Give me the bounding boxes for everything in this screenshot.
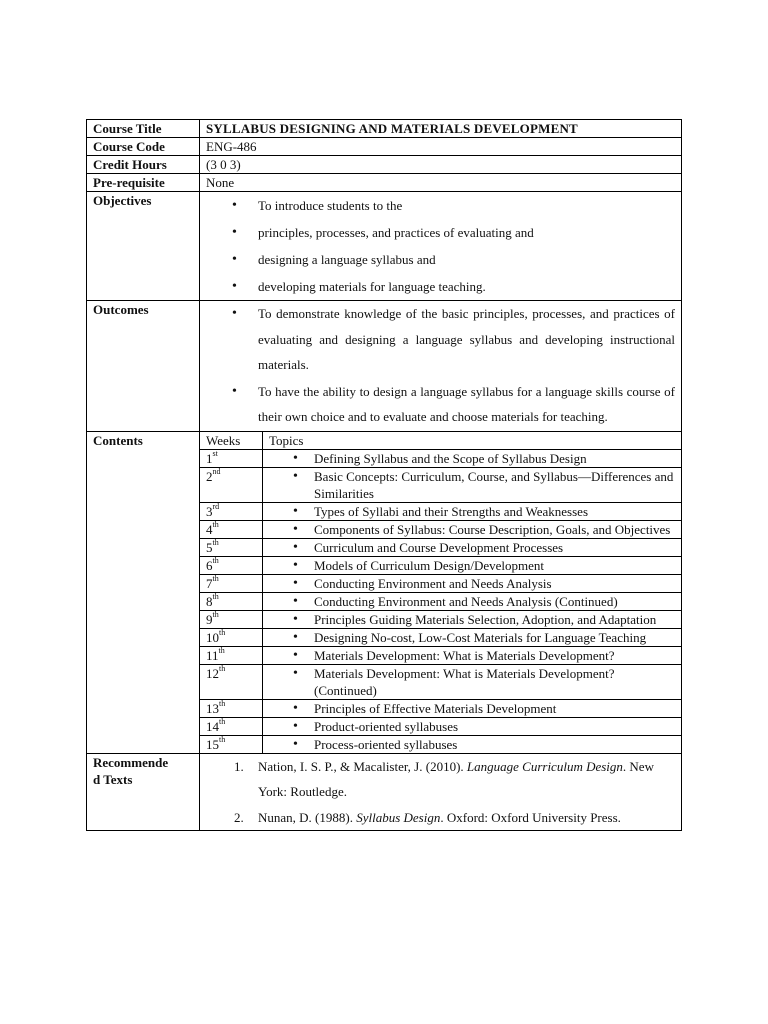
week-topic-cell bbox=[263, 628, 682, 646]
week-topic-item bbox=[269, 718, 675, 735]
course-code-row bbox=[87, 138, 682, 156]
week-number bbox=[200, 664, 263, 699]
week-topic: Materials Development: What is Materials Development? (Continued) bbox=[314, 665, 615, 698]
prerequisite-value: None bbox=[200, 174, 682, 192]
credit-hours-label: Credit Hours bbox=[87, 156, 200, 174]
week-ordinal-suffix: st bbox=[212, 448, 218, 458]
week-ordinal-suffix: th bbox=[212, 537, 219, 547]
recommended-texts-cell bbox=[200, 753, 682, 831]
credit-hours-row bbox=[87, 156, 682, 174]
objective-item: • developing materials for language teaching. bbox=[228, 273, 675, 300]
week-topic: Components of Syllabus: Course Description, Goals, and Objectives bbox=[314, 521, 671, 537]
reference-item bbox=[206, 754, 675, 805]
week-row bbox=[200, 646, 681, 664]
week-row bbox=[200, 520, 681, 538]
objectives-label: Objectives bbox=[87, 192, 200, 301]
week-topic-item bbox=[269, 593, 675, 610]
week-number bbox=[200, 574, 263, 592]
week-topic-cell bbox=[263, 699, 682, 717]
week-topic-item bbox=[269, 611, 675, 628]
week-number-value: 4 bbox=[206, 521, 213, 537]
week-ordinal-suffix: th bbox=[212, 591, 219, 601]
week-row bbox=[200, 449, 681, 467]
week-row bbox=[200, 717, 681, 735]
outcomes-cell bbox=[200, 301, 682, 432]
outcomes-row bbox=[87, 301, 682, 432]
bullet-icon: • bbox=[293, 450, 298, 466]
week-ordinal-suffix: rd bbox=[212, 501, 220, 511]
week-number bbox=[200, 610, 263, 628]
syllabus-document bbox=[86, 119, 682, 831]
week-topic: Models of Curriculum Design/Development bbox=[314, 557, 544, 573]
weeks-table bbox=[200, 432, 681, 753]
week-number-value: 2 bbox=[206, 468, 213, 484]
week-topic-cell bbox=[263, 717, 682, 735]
week-topic-cell bbox=[263, 574, 682, 592]
bullet-icon: • bbox=[293, 539, 298, 555]
week-number bbox=[200, 735, 263, 753]
week-number-value: 7 bbox=[206, 575, 213, 591]
week-number bbox=[200, 592, 263, 610]
week-row bbox=[200, 467, 681, 502]
week-ordinal-suffix: th bbox=[219, 734, 226, 744]
week-ordinal-suffix: nd bbox=[212, 466, 221, 476]
week-topic: Defining Syllabus and the Scope of Syllabus Design bbox=[314, 450, 587, 466]
week-number bbox=[200, 520, 263, 538]
objectives-cell bbox=[200, 192, 682, 301]
week-number bbox=[200, 628, 263, 646]
reference-publisher: . Oxford: Oxford University Press. bbox=[440, 809, 621, 825]
week-number bbox=[200, 538, 263, 556]
week-topic: Conducting Environment and Needs Analysis (Continued) bbox=[314, 593, 618, 609]
week-row bbox=[200, 502, 681, 520]
week-topic-cell bbox=[263, 664, 682, 699]
week-ordinal-suffix: th bbox=[219, 698, 226, 708]
week-topic: Designing No-cost, Low-Cost Materials for Language Teaching bbox=[314, 629, 647, 645]
bullet-icon: • bbox=[293, 700, 298, 716]
week-topic: Curriculum and Course Development Processes bbox=[314, 539, 564, 555]
bullet-icon: • bbox=[293, 611, 298, 627]
week-number-value: 14 bbox=[206, 718, 219, 734]
week-row bbox=[200, 592, 681, 610]
reference-publisher: . New York: Routledge. bbox=[258, 758, 654, 799]
bullet-icon: • bbox=[293, 468, 298, 484]
reference-number: 2. bbox=[234, 809, 244, 825]
week-ordinal-suffix: th bbox=[219, 716, 226, 726]
reference-number: 1. bbox=[234, 758, 244, 774]
week-topic-item bbox=[269, 736, 675, 753]
bullet-icon: • bbox=[293, 503, 298, 519]
weeks-header-row bbox=[200, 432, 681, 450]
outcome-item: • To demonstrate knowledge of the basic principles, processes, and practices of evaluating and designing a language syllabus and developing instructional materials. bbox=[228, 301, 675, 378]
week-topic-item bbox=[269, 468, 675, 502]
bullet-icon: • bbox=[293, 557, 298, 573]
week-topic-item bbox=[269, 539, 675, 556]
week-number-value: 5 bbox=[206, 539, 213, 555]
week-number bbox=[200, 556, 263, 574]
recommended-texts-label-line1: Recommende bbox=[93, 754, 169, 770]
week-topic-cell bbox=[263, 538, 682, 556]
bullet-icon: • bbox=[293, 593, 298, 609]
week-ordinal-suffix: th bbox=[218, 645, 225, 655]
week-topic-item bbox=[269, 557, 675, 574]
week-topic-item bbox=[269, 521, 675, 538]
week-number-value: 11 bbox=[206, 647, 219, 663]
week-number-value: 10 bbox=[206, 629, 219, 645]
objective-item: • To introduce students to the bbox=[228, 192, 675, 219]
contents-cell bbox=[200, 431, 682, 753]
week-number bbox=[200, 467, 263, 502]
week-number-value: 8 bbox=[206, 593, 213, 609]
course-title-value: SYLLABUS DESIGNING AND MATERIALS DEVELOPMENT bbox=[200, 120, 682, 138]
week-number-value: 3 bbox=[206, 503, 213, 519]
week-number bbox=[200, 699, 263, 717]
reference-authors: Nation, I. S. P., & Macalister, J. (2010). bbox=[258, 758, 467, 774]
week-topic: Principles of Effective Materials Development bbox=[314, 700, 557, 716]
week-topic-item bbox=[269, 700, 675, 717]
outcomes-list bbox=[206, 301, 675, 430]
week-number bbox=[200, 646, 263, 664]
week-ordinal-suffix: th bbox=[212, 519, 219, 529]
course-table bbox=[86, 119, 682, 831]
week-topic-cell bbox=[263, 520, 682, 538]
week-row bbox=[200, 735, 681, 753]
outcomes-label: Outcomes bbox=[87, 301, 200, 432]
week-topic-item bbox=[269, 665, 675, 699]
week-ordinal-suffix: th bbox=[219, 663, 226, 673]
week-topic: Materials Development: What is Materials Development? bbox=[314, 647, 615, 663]
topics-header: Topics bbox=[263, 432, 682, 450]
week-topic-cell bbox=[263, 449, 682, 467]
course-title-row bbox=[87, 120, 682, 138]
objectives-row bbox=[87, 192, 682, 301]
course-title-label: Course Title bbox=[87, 120, 200, 138]
course-code-label: Course Code bbox=[87, 138, 200, 156]
bullet-icon: • bbox=[293, 718, 298, 734]
week-topic-cell bbox=[263, 467, 682, 502]
bullet-icon: • bbox=[293, 521, 298, 537]
week-row bbox=[200, 574, 681, 592]
week-row bbox=[200, 628, 681, 646]
week-topic-item bbox=[269, 647, 675, 664]
week-topic-cell bbox=[263, 556, 682, 574]
credit-hours-value: (3 0 3) bbox=[200, 156, 682, 174]
week-number bbox=[200, 717, 263, 735]
references-list bbox=[206, 754, 675, 831]
objective-item: • principles, processes, and practices of evaluating and bbox=[228, 219, 675, 246]
week-topic-cell bbox=[263, 592, 682, 610]
week-number bbox=[200, 502, 263, 520]
week-topic-item bbox=[269, 503, 675, 520]
bullet-icon: • bbox=[293, 629, 298, 645]
week-number-value: 13 bbox=[206, 700, 219, 716]
contents-row bbox=[87, 431, 682, 753]
prerequisite-label: Pre-requisite bbox=[87, 174, 200, 192]
course-code-value: ENG-486 bbox=[200, 138, 682, 156]
week-row bbox=[200, 610, 681, 628]
week-row bbox=[200, 556, 681, 574]
week-ordinal-suffix: th bbox=[212, 609, 219, 619]
week-number bbox=[200, 449, 263, 467]
week-ordinal-suffix: th bbox=[219, 627, 226, 637]
week-ordinal-suffix: th bbox=[212, 555, 219, 565]
recommended-texts-row bbox=[87, 753, 682, 831]
weeks-header: Weeks bbox=[200, 432, 263, 450]
week-topic-cell bbox=[263, 502, 682, 520]
week-topic: Conducting Environment and Needs Analysis bbox=[314, 575, 552, 591]
week-topic: Types of Syllabi and their Strengths and Weaknesses bbox=[314, 503, 589, 519]
week-row bbox=[200, 664, 681, 699]
week-topic-item bbox=[269, 450, 675, 467]
week-topic-cell bbox=[263, 735, 682, 753]
bullet-icon: • bbox=[293, 736, 298, 752]
reference-authors: Nunan, D. (1988). bbox=[258, 809, 357, 825]
week-topic-cell bbox=[263, 646, 682, 664]
outcome-item: • To have the ability to design a language syllabus for a language skills course of their own choice and to evaluate and choose materials for teaching. bbox=[228, 379, 675, 430]
week-topic-cell bbox=[263, 610, 682, 628]
recommended-texts-label bbox=[87, 753, 200, 831]
week-topic: Principles Guiding Materials Selection, Adoption, and Adaptation bbox=[314, 611, 657, 627]
prerequisite-row bbox=[87, 174, 682, 192]
week-number-value: 1 bbox=[206, 450, 213, 466]
bullet-icon: • bbox=[293, 665, 298, 681]
contents-label: Contents bbox=[87, 431, 200, 753]
recommended-texts-label-line2: d Texts bbox=[93, 771, 133, 787]
week-ordinal-suffix: th bbox=[212, 573, 219, 583]
objectives-list bbox=[206, 192, 675, 300]
week-topic: Basic Concepts: Curriculum, Course, and Syllabus—Differences and Similarities bbox=[314, 468, 674, 501]
week-number-value: 15 bbox=[206, 736, 219, 752]
week-topic: Product-oriented syllabuses bbox=[314, 718, 459, 734]
week-number-value: 12 bbox=[206, 665, 219, 681]
reference-title: Language Curriculum Design bbox=[466, 758, 623, 774]
objective-item: • designing a language syllabus and bbox=[228, 246, 675, 273]
bullet-icon: • bbox=[293, 575, 298, 591]
reference-item bbox=[206, 805, 675, 831]
bullet-icon: • bbox=[293, 647, 298, 663]
reference-title: Syllabus Design bbox=[356, 809, 441, 825]
week-row bbox=[200, 699, 681, 717]
week-row bbox=[200, 538, 681, 556]
week-number-value: 9 bbox=[206, 611, 213, 627]
week-number-value: 6 bbox=[206, 557, 213, 573]
week-topic: Process-oriented syllabuses bbox=[314, 736, 458, 752]
week-topic-item bbox=[269, 629, 675, 646]
week-topic-item bbox=[269, 575, 675, 592]
